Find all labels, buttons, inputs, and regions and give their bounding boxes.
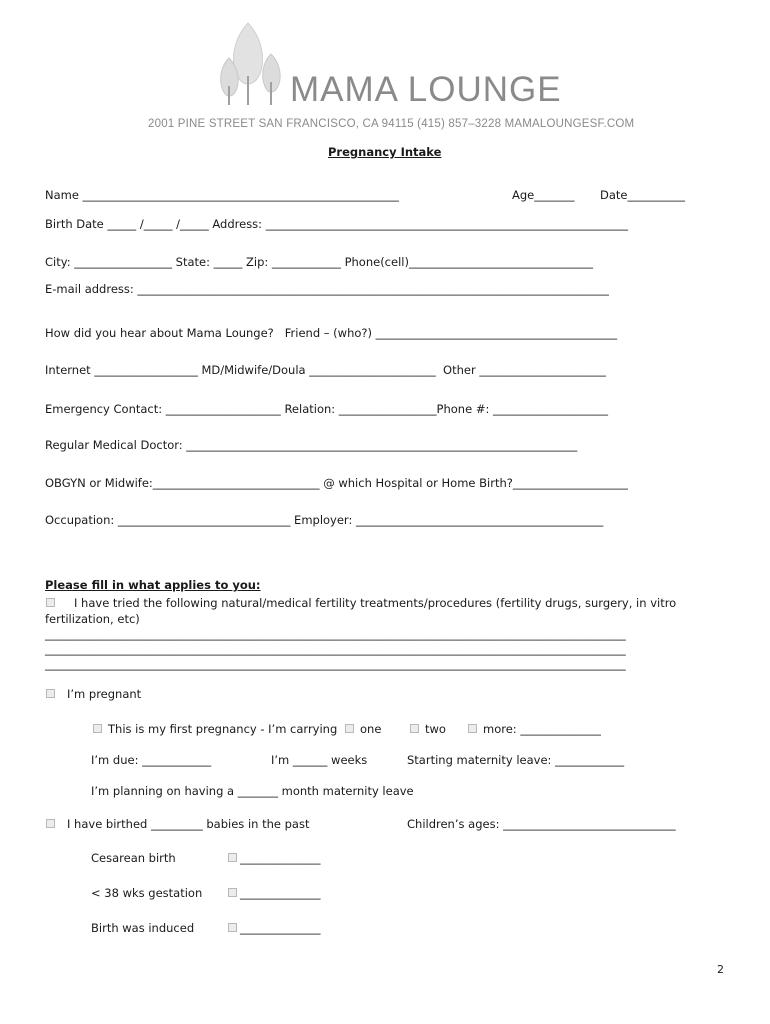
first-pregnancy-checkbox[interactable] — [93, 724, 102, 733]
birth-date-address-field[interactable]: Birth Date _____ /_____ /_____ Address: _______________________________________________________________ — [45, 217, 628, 231]
fertility-label-cont: fertilization, etc) — [45, 612, 140, 626]
emergency-contact-field[interactable]: Emergency Contact: ____________________ Relation: _________________Phone #: ____________________ — [45, 402, 608, 416]
maternity-leave-field[interactable]: I’m planning on having a _______ month maternity leave — [91, 784, 414, 798]
gestation-checkbox[interactable] — [228, 888, 237, 897]
weeks-field[interactable]: I’m ______ weeks — [271, 753, 368, 767]
fertility-label: I have tried the following natural/medical fertility treatments/procedures (fertility drugs, surgery, in vitro — [74, 596, 677, 610]
fertility-answer-line[interactable]: _____________________________________________________________________________________________________ — [45, 657, 626, 671]
age-field[interactable]: Age_______ — [512, 188, 575, 202]
induced-line[interactable]: ______________ — [240, 921, 321, 935]
obgyn-hospital-field[interactable]: OBGYN or Midwife:_____________________________ @ which Hospital or Home Birth?____________________ — [45, 476, 628, 490]
regular-doctor-field[interactable]: Regular Medical Doctor: ____________________________________________________________________ — [45, 438, 578, 452]
date-field[interactable]: Date__________ — [600, 188, 685, 202]
cesarean-label: Cesarean birth — [91, 851, 176, 865]
gestation-label: < 38 wks gestation — [91, 886, 203, 900]
carrying-more-field[interactable]: more: ______________ — [483, 722, 601, 736]
pregnant-label: I’m pregnant — [67, 687, 142, 701]
due-date-field[interactable]: I’m due: ____________ — [91, 753, 212, 767]
carrying-two-label: two — [425, 722, 446, 736]
fertility-answer-line[interactable]: _____________________________________________________________________________________________________ — [45, 627, 626, 641]
fertility-answer-line[interactable]: _____________________________________________________________________________________________________ — [45, 642, 626, 656]
name-field[interactable]: Name _______________________________________________________ — [45, 188, 399, 202]
children-ages-field[interactable]: Children’s ages: ______________________________ — [407, 817, 676, 831]
referral-field[interactable]: How did you hear about Mama Lounge? Friend – (who?) __________________________________________ — [45, 326, 618, 340]
header-address: 2001 PINE STREET SAN FRANCISCO, CA 94115 (415) 857–3228 MAMALOUNGESF.COM — [148, 118, 635, 130]
birthed-field[interactable]: I have birthed _________ babies in the past — [67, 817, 310, 831]
cesarean-line[interactable]: ______________ — [240, 851, 321, 865]
city-state-zip-phone-field[interactable]: City: _________________ State: _____ Zip: ____________ Phone(cell)________________________________ — [45, 255, 593, 269]
fertility-checkbox[interactable] — [46, 598, 55, 607]
email-field[interactable]: E-mail address: __________________________________________________________________________________ — [45, 282, 609, 296]
carrying-two-checkbox[interactable] — [410, 724, 419, 733]
maternity-start-field[interactable]: Starting maternity leave: ____________ — [407, 753, 625, 767]
logo-text: MAMA LOUNGE — [290, 70, 562, 109]
occupation-employer-field[interactable]: Occupation: ______________________________ Employer: ___________________________________________ — [45, 513, 604, 527]
carrying-one-label: one — [360, 722, 382, 736]
induced-label: Birth was induced — [91, 921, 195, 935]
induced-checkbox[interactable] — [228, 923, 237, 932]
birthed-checkbox[interactable] — [46, 819, 55, 828]
referral-source-field[interactable]: Internet __________________ MD/Midwife/Doula ______________________ Other ______________________ — [45, 363, 606, 377]
pregnant-checkbox[interactable] — [46, 689, 55, 698]
gestation-line[interactable]: ______________ — [240, 886, 321, 900]
page-number: 2 — [717, 963, 724, 976]
mama-lounge-logo-icon — [216, 20, 286, 106]
first-pregnancy-label: This is my first pregnancy - I’m carrying — [108, 722, 338, 736]
section-heading: Please fill in what applies to you: — [45, 578, 261, 592]
carrying-one-checkbox[interactable] — [345, 724, 354, 733]
cesarean-checkbox[interactable] — [228, 853, 237, 862]
form-title: Pregnancy Intake — [328, 145, 442, 159]
carrying-more-checkbox[interactable] — [468, 724, 477, 733]
